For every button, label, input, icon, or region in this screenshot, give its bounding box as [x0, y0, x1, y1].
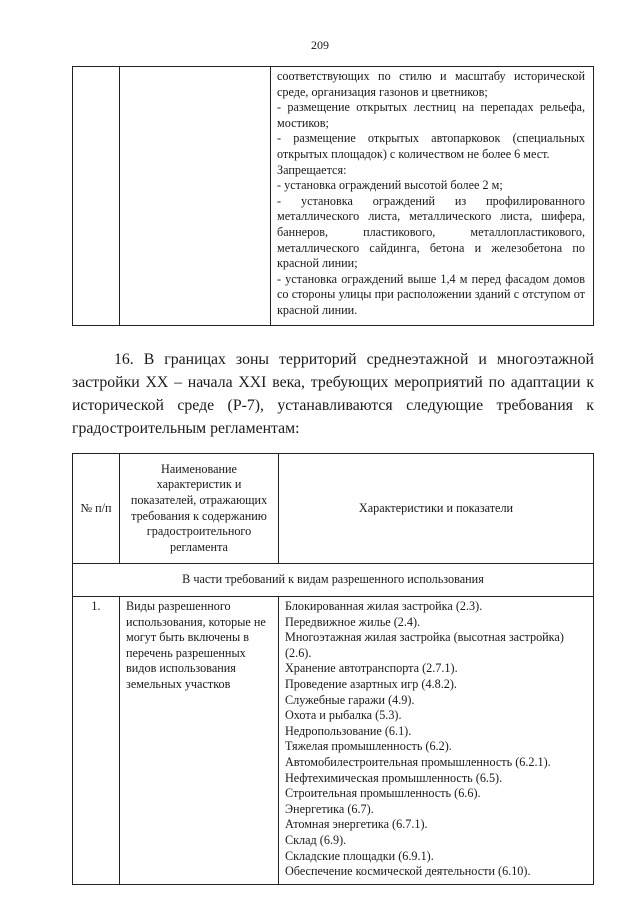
table-row [73, 597, 594, 885]
list-item: Охота и рыбалка (5.3). [285, 708, 402, 723]
list-item: Передвижное жилье (2.4). [285, 614, 421, 629]
list-item: Энергетика (6.7). [285, 801, 374, 816]
list-item: Блокированная жилая застройка (2.3). [285, 599, 483, 613]
section-row [73, 564, 594, 597]
list-item: Запрещается: [277, 162, 347, 177]
list-item: Автомобилестроительная промышленность (6.2.1). [285, 754, 551, 769]
list-item: Нефтехимическая промышленность (6.5). [285, 770, 503, 785]
continuation-table [72, 66, 594, 326]
page-number: 209 [311, 38, 329, 52]
table-row [73, 67, 594, 326]
cell-characteristics [271, 67, 594, 326]
header-characteristics: Характеристики и показатели [279, 454, 594, 564]
list-item: - установка ограждений высотой более 2 м; [277, 178, 503, 193]
list-item: Хранение автотранспорта (2.7.1). [285, 661, 458, 676]
header-number: № п/п [73, 454, 120, 564]
list-item: Тяжелая промышленность (6.2). [285, 739, 452, 754]
list-item: - установка ограждений выше 1,4 м перед фасадом домов со стороны улицы при расположении зданий с отступом от красной линии. [277, 271, 585, 317]
list-item: Атомная энергетика (6.7.1). [285, 817, 428, 832]
list-item: - установка ограждений из профилированного металлического листа, металлического листа, шифера, баннеров, пластикового, металлопластикового, металлического сайдинга, бетона и железобетона по красной линии; [277, 193, 585, 271]
list-item: Служебные гаражи (4.9). [285, 692, 415, 707]
list-item: Проведение азартных игр (4.8.2). [285, 676, 457, 691]
continuation-text [271, 67, 593, 319]
list-item: Многоэтажная жилая застройка (высотная застройка) (2.6). [285, 630, 564, 660]
section-title: В части требований к видам разрешенного использования [73, 564, 594, 597]
list-item: Склад (6.9). [285, 832, 347, 847]
list-item: Строительная промышленность (6.6). [285, 786, 481, 801]
list-item: Недропользование (6.1). [285, 723, 412, 738]
list-item: - размещение открытых лестниц на перепадах рельефа, мостиков; [277, 100, 585, 130]
cell-number-empty [73, 67, 120, 326]
row-characteristics [279, 597, 594, 885]
section-paragraph: 16. В границах зоны территорий среднеэтажной и многоэтажной застройки XX – начала XXI века, требующих мероприятий по адаптации к исторической среде (Р-7), устанавливаются следующие требования к градостроительным регламентам: [72, 351, 594, 437]
list-item: - размещение открытых автопарковок (специальных открытых площадок) с количеством не более 6 мест. [277, 131, 585, 161]
list-item: Обеспечение космической деятельности (6.10). [285, 864, 531, 879]
header-name: Наименование характеристик и показателей, отражающих требования к содержанию градостроительного регламента [120, 454, 279, 564]
table-header-row [73, 454, 594, 564]
list-item: Складские площадки (6.9.1). [285, 848, 434, 863]
requirements-table [72, 453, 594, 885]
row-name: Виды разрешенного использования, которые не могут быть включены в перечень разрешенных видов использования земельных участков [120, 597, 279, 885]
row-number: 1. [73, 597, 120, 885]
list-item: соответствующих по стилю и масштабу исторической среде, организация газонов и цветников; [277, 69, 585, 99]
cell-name-empty [120, 67, 271, 326]
